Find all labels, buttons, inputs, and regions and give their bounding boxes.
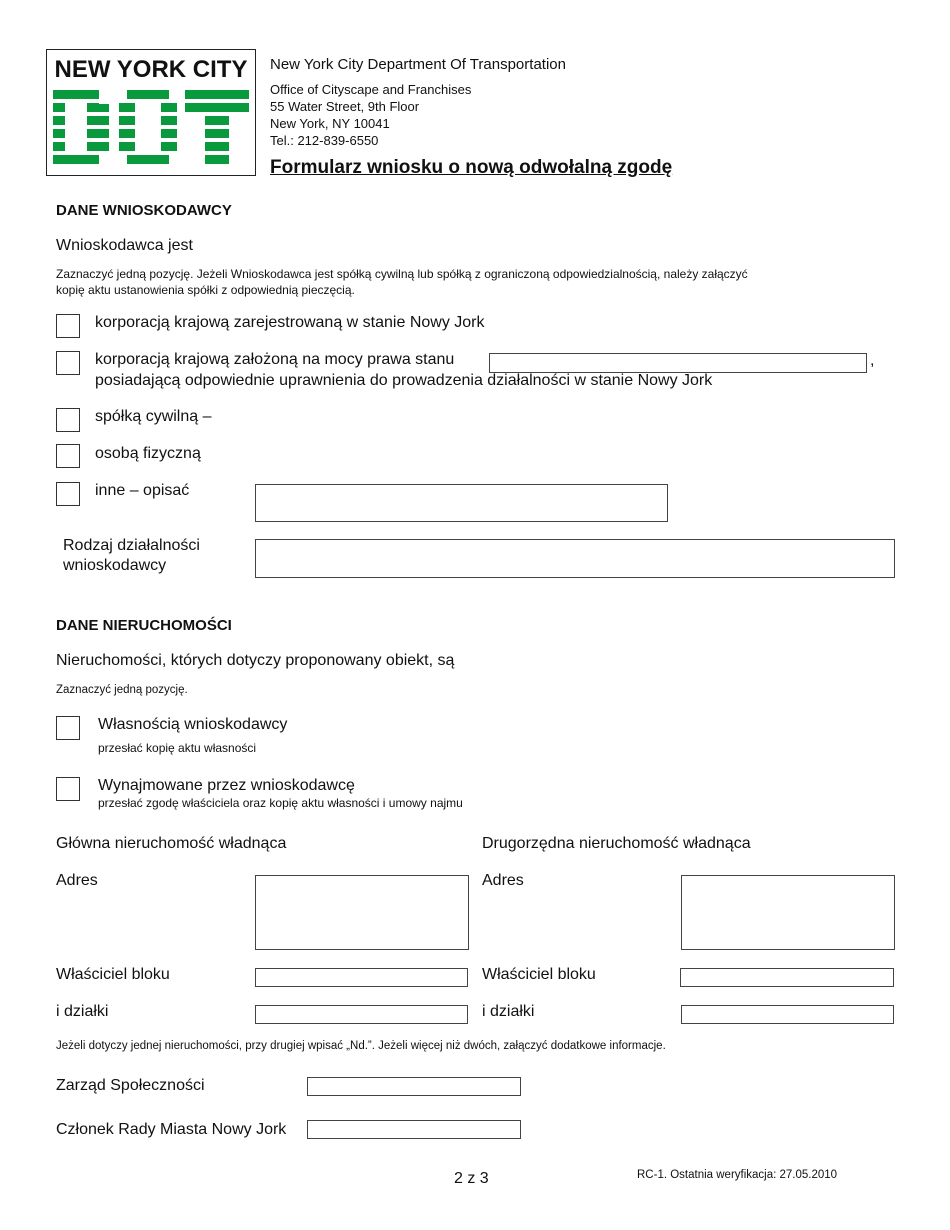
council-member-input[interactable] [307,1120,521,1139]
option-domestic-corp-label: korporacją krajową zarejestrowaną w stanie Nowy Jork [95,314,485,331]
form-revision: RC-1. Ostatnia weryfikacja: 27.05.2010 [637,1169,838,1181]
option-foreign-corp-label-line2: posiadającą odpowiednie uprawnienia do prowadzenia działalności w stanie Nowy Jork [95,372,713,389]
property-subtitle: Nieruchomości, których dotyczy proponowany obiekt, są [56,652,455,669]
option-owned-label: Własnością wnioskodawcy [98,716,288,733]
primary-lot-input[interactable] [255,1005,468,1024]
secondary-address-label: Adres [482,872,524,889]
applicant-note-line2: kopię aktu ustanowienia spółki z odpowiednią pieczęcią. [56,283,355,297]
business-type-label-line2: wnioskodawcy [63,557,167,574]
primary-block-label: Właściciel bloku [56,966,170,983]
option-owned-note: przesłać kopię aktu własności [98,741,257,755]
multi-property-note: Jeżeli dotyczy jednej nieruchomości, przy drugiej wpisać „Nd.”. Jeżeli więcej niż dwóch, załączyć dodatkowe informacje. [56,1040,666,1052]
secondary-block-input[interactable] [680,968,894,987]
city-address: New York, NY 10041 [270,116,390,131]
logo-text-top: NEW YORK CITY [54,56,248,83]
checkbox-owned[interactable] [56,716,80,740]
state-of-incorporation-input[interactable] [489,353,867,373]
secondary-lot-input[interactable] [681,1005,894,1024]
property-section-title: DANE NIERUCHOMOŚCI [56,617,232,634]
primary-lot-label: i działki [56,1003,109,1020]
primary-block-input[interactable] [255,968,468,987]
business-type-label: Rodzaj działalności [63,537,200,554]
secondary-address-input[interactable] [681,875,895,950]
logo-graphic [47,50,255,175]
department-name: New York City Department Of Transportation [270,56,566,73]
applicant-section-title: DANE WNIOSKODAWCY [56,202,232,219]
logo-text-main: DOT [149,172,153,173]
secondary-property-heading: Drugorzędna nieruchomość władnąca [482,835,751,852]
checkbox-partnership[interactable] [56,408,80,432]
foreign-corp-comma: , [870,352,875,369]
secondary-block-label: Właściciel bloku [482,966,596,983]
primary-address-label: Adres [56,872,98,889]
option-leased-label: Wynajmowane przez wnioskodawcę [98,777,355,794]
option-foreign-corp-label: korporacją krajową założoną na mocy prawa stanu [95,351,455,368]
checkbox-individual[interactable] [56,444,80,468]
applicant-subtitle: Wnioskodawca jest [56,237,193,254]
property-note: Zaznaczyć jedną pozycję. [56,684,188,696]
option-leased-note: przesłać zgodę właściciela oraz kopię aktu własności i umowy najmu [98,796,463,810]
phone-number: Tel.: 212-839-6550 [270,133,379,148]
street-address: 55 Water Street, 9th Floor [270,99,420,114]
business-type-input[interactable] [255,539,895,578]
applicant-note-line1: Zaznaczyć jedną pozycję. Jeżeli Wnioskodawca jest spółką cywilną lub spółką z ograniczoną odpowiedzialnością, należy załączyć [56,267,748,281]
option-individual-label: osobą fizyczną [95,445,201,462]
checkbox-domestic-corp[interactable] [56,314,80,338]
other-description-input[interactable] [255,484,668,522]
checkbox-other[interactable] [56,482,80,506]
form-title: Formularz wniosku o nową odwołalną zgodę [270,157,673,178]
community-board-input[interactable] [307,1077,521,1096]
page-number: 2 z 3 [454,1170,489,1187]
checkbox-foreign-corp[interactable] [56,351,80,375]
community-board-label: Zarząd Społeczności [56,1077,205,1094]
secondary-lot-label: i działki [482,1003,535,1020]
council-member-label: Członek Rady Miasta Nowy Jork [56,1121,287,1138]
option-partnership-label: spółką cywilną – [95,408,212,425]
checkbox-leased[interactable] [56,777,80,801]
office-name: Office of Cityscape and Franchises [270,82,472,97]
nyc-dot-logo [46,49,256,176]
primary-address-input[interactable] [255,875,469,950]
option-other-label: inne – opisać [95,482,190,499]
primary-property-heading: Główna nieruchomość władnąca [56,835,287,852]
